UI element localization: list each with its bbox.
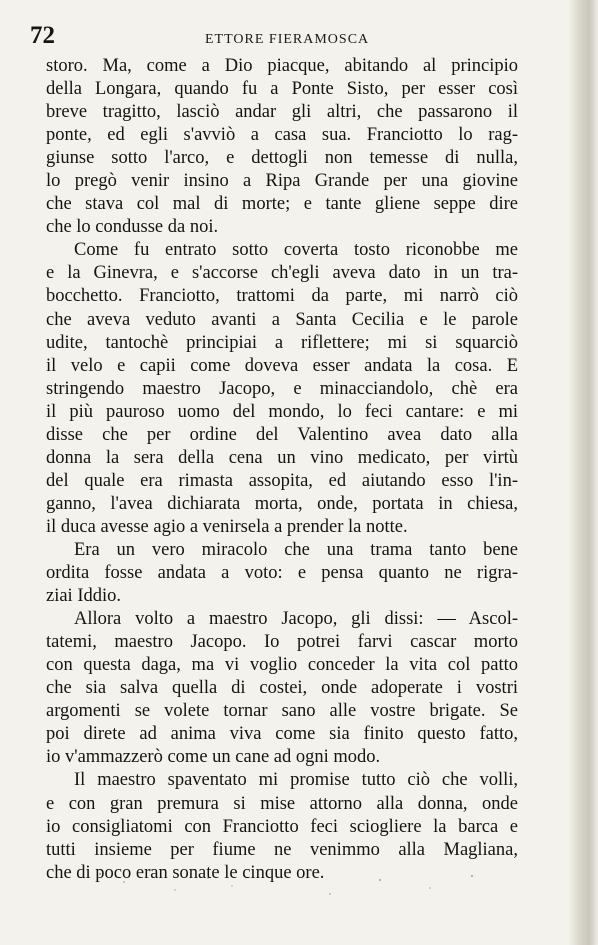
text-line: il duca avesse agio a venirsela a prender la notte. [46, 516, 408, 537]
text-line: che di poco eran sonate le cinque ore. [46, 862, 325, 883]
text-line: Come fu entrato sotto coverta tosto riconobbe me [74, 240, 518, 261]
text-line: Il maestro spaventato mi promise tutto ciò che volli, [74, 770, 518, 791]
text-line: stringendo maestro Jacopo, e minacciandolo, chè era [46, 378, 518, 399]
text-line: Era un vero miracolo che una trama tanto bene [74, 539, 518, 560]
text-line: il velo e capii come doveva esser andata la cosa. E [46, 355, 518, 376]
text-line: breve tragitto, lasciò andar gli altri, che passarono il [46, 102, 518, 123]
text-line: ganno, l'avea dichiarata morta, onde, portata in chiesa, [46, 493, 518, 514]
page-number: 72 [30, 22, 55, 49]
text-line: Allora volto a maestro Jacopo, gli dissi: — Ascol- [74, 609, 518, 630]
text-line: e con gran premura si mise attorno alla donna, onde [46, 793, 518, 814]
text-line: e la Ginevra, e s'accorse ch'egli aveva dato in un tra- [46, 263, 518, 284]
text-line: ziai Iddio. [46, 586, 122, 607]
text-line: con questa daga, ma vi voglio conceder la vita col patto [46, 655, 518, 676]
text-line: donna la sera della cena un vino medicato, per virtù [46, 447, 518, 468]
text-line: ordita fosse andata a voto: e pensa quanto ne rigra- [46, 563, 518, 584]
text-line: giunse sotto l'arco, e dettogli non temesse di nulla, [46, 148, 518, 169]
page-gutter-shadow [568, 0, 598, 945]
text-line: tutti insieme per fiume ne venimmo alla Magliana, [46, 839, 518, 860]
text-line: che stava col mal di morte; e tante gliene seppe dire [46, 194, 518, 215]
text-line: della Longara, quando fu a Ponte Sisto, per esser così [46, 79, 518, 100]
body-text [46, 55, 518, 885]
text-line: disse che per ordine del Valentino avea dato alla [46, 424, 518, 445]
text-line: lo pregò venir insino a Ripa Grande per una giovine [46, 171, 518, 192]
text-line: il più pauroso uomo del mondo, lo feci cantare: e mi [46, 401, 518, 422]
text-line: del quale era rimasta assopita, ed aiutando esso l'in- [46, 470, 518, 491]
text-line: che sia salva quella di costei, onde adoperate i vostri [46, 678, 518, 699]
running-title: ETTORE FIERAMOSCA [205, 32, 370, 47]
text-line: che aveva veduto avanti a Santa Cecilia e le parole [46, 309, 518, 330]
text-line: ponte, ed egli s'avviò a casa sua. Franciotto lo rag- [46, 125, 518, 146]
text-line: bocchetto. Franciotto, trattomi da parte, mi narrò ciò [46, 286, 518, 307]
text-line: poi direte ad anima viva come sia finito questo fatto, [46, 724, 518, 745]
text-line: che lo condusse da noi. [46, 217, 219, 238]
text-line: argomenti se volete tornar sano alle vostre brigate. Se [46, 701, 518, 722]
text-line: tatemi, maestro Jacopo. Io potrei farvi cascar morto [46, 632, 518, 653]
paper-specks [80, 860, 500, 920]
running-head [30, 22, 560, 52]
text-line: storo. Ma, come a Dio piacque, abitando al principio [46, 56, 518, 76]
text-line: udite, tantochè principiai a riflettere; mi si squarciò [46, 332, 518, 353]
text-line: io v'ammazzerò come un cane ad ogni modo. [46, 747, 381, 768]
text-line: io consigliatomi con Franciotto feci sciogliere la barca e [46, 816, 518, 837]
